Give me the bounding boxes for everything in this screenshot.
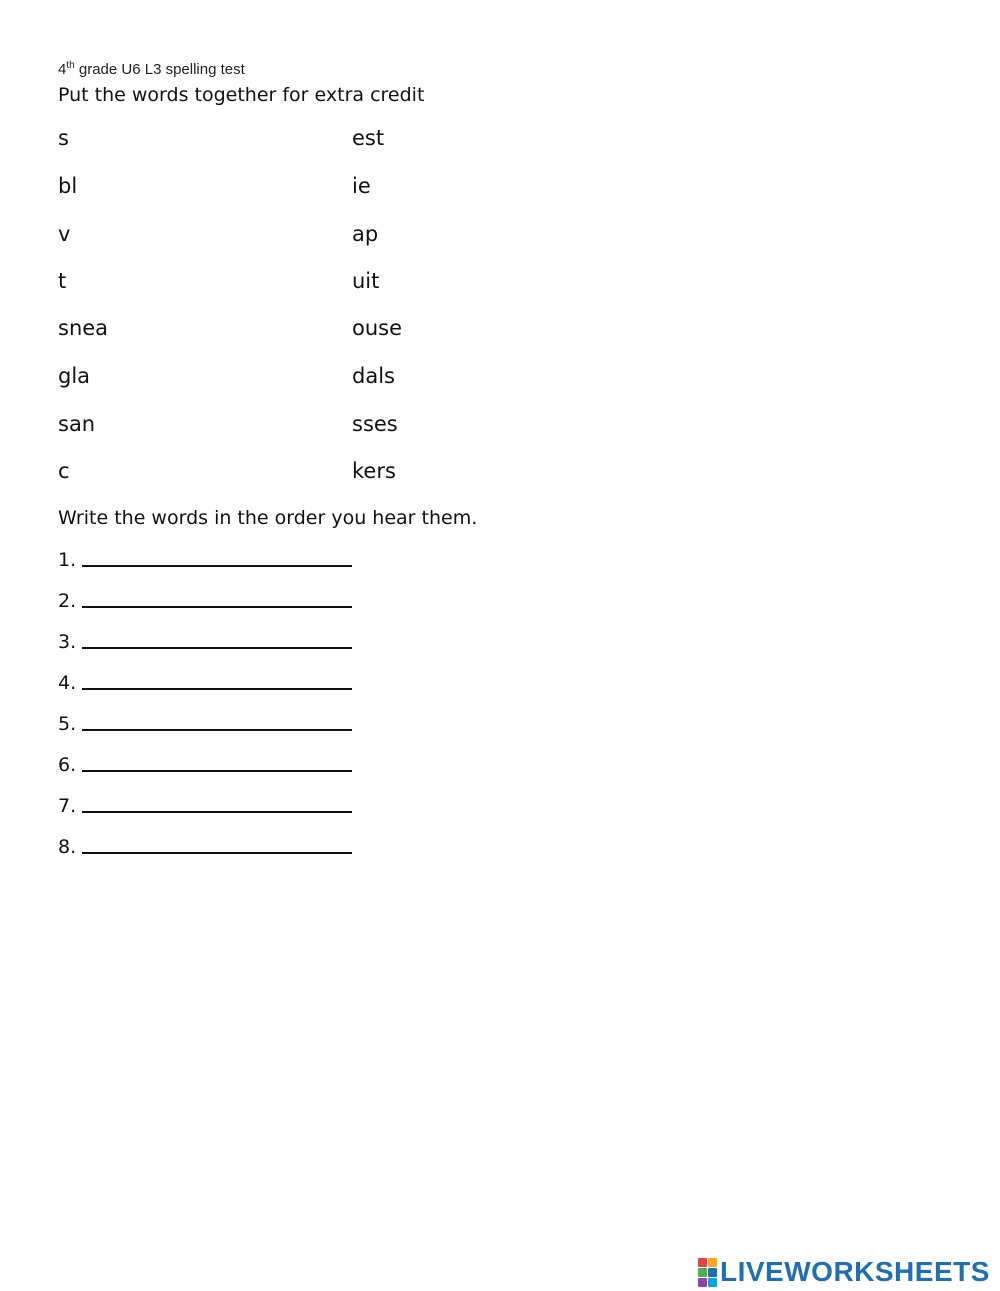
answer-number: 1.	[58, 549, 77, 571]
answer-blank-input[interactable]	[82, 564, 352, 567]
word-part-left[interactable]: t	[58, 269, 67, 293]
word-part-right[interactable]: est	[352, 126, 385, 150]
word-part-right[interactable]: sses	[352, 412, 398, 436]
answer-number: 6.	[58, 754, 77, 776]
logo-square	[708, 1258, 717, 1267]
answer-line	[58, 588, 352, 612]
answer-number: 4.	[58, 672, 77, 694]
word-part-left[interactable]: snea	[58, 316, 109, 340]
logo-square	[708, 1278, 717, 1287]
liveworksheets-logo	[698, 1256, 990, 1288]
answer-line	[58, 670, 352, 694]
answer-number: 8.	[58, 836, 77, 858]
answer-line	[58, 834, 352, 858]
grade-suffix: th	[66, 60, 75, 71]
word-part-left[interactable]: san	[58, 412, 96, 436]
answer-line	[58, 629, 352, 653]
answer-blank-input[interactable]	[82, 851, 352, 854]
answer-blank-input[interactable]	[82, 646, 352, 649]
logo-square	[698, 1278, 707, 1287]
word-part-right[interactable]: ap	[352, 222, 379, 246]
grade-number: 4	[58, 61, 67, 78]
answer-blank-input[interactable]	[82, 769, 352, 772]
word-part-right[interactable]: uit	[352, 269, 380, 293]
answer-line	[58, 711, 352, 735]
word-part-right[interactable]: dals	[352, 364, 395, 388]
answer-number: 5.	[58, 713, 77, 735]
word-part-left[interactable]: gla	[58, 364, 91, 388]
logo-square	[698, 1268, 707, 1277]
logo-square	[708, 1268, 717, 1277]
worksheet-header	[58, 60, 245, 78]
word-part-left[interactable]: c	[58, 459, 70, 483]
answer-blank-input[interactable]	[82, 728, 352, 731]
answer-line	[58, 547, 352, 571]
answer-number: 2.	[58, 590, 77, 612]
extra-credit-instruction: Put the words together for extra credit	[58, 84, 425, 106]
word-part-left[interactable]: bl	[58, 174, 78, 198]
header-title: grade U6 L3 spelling test	[74, 61, 245, 78]
word-part-left[interactable]: v	[58, 222, 71, 246]
logo-square	[698, 1258, 707, 1267]
answer-blank-input[interactable]	[82, 687, 352, 690]
word-part-right[interactable]: ouse	[352, 316, 403, 340]
word-part-left[interactable]: s	[58, 126, 69, 150]
answer-blank-input[interactable]	[82, 605, 352, 608]
answer-line	[58, 752, 352, 776]
word-part-right[interactable]: kers	[352, 459, 396, 483]
answer-number: 3.	[58, 631, 77, 653]
logo-mark-icon	[698, 1258, 717, 1287]
answer-blank-input[interactable]	[82, 810, 352, 813]
dictation-instruction: Write the words in the order you hear them.	[58, 507, 478, 529]
answer-line	[58, 793, 352, 817]
logo-text: LIVEWORKSHEETS	[720, 1256, 990, 1287]
answer-number: 7.	[58, 795, 77, 817]
word-part-right[interactable]: ie	[352, 174, 371, 198]
